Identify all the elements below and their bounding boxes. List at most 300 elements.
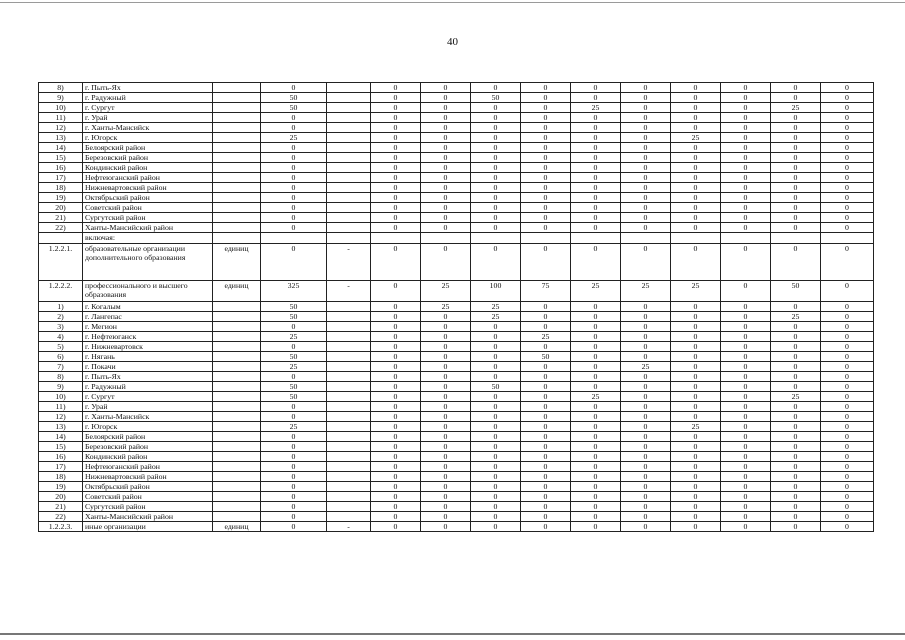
table-row xyxy=(39,522,874,532)
row-value: 0 xyxy=(571,432,621,442)
row-unit xyxy=(213,472,261,482)
row-unit xyxy=(213,362,261,372)
row-value: 0 xyxy=(571,332,621,342)
row-dash xyxy=(327,442,371,452)
row-code: 17) xyxy=(39,173,83,183)
row-value: 0 xyxy=(421,193,471,203)
row-value: 0 xyxy=(571,173,621,183)
row-value xyxy=(621,233,671,244)
row-total: 0 xyxy=(261,183,327,193)
row-value: 0 xyxy=(421,442,471,452)
row-value: 0 xyxy=(521,362,571,372)
row-name: иные организации xyxy=(83,522,213,532)
row-unit xyxy=(213,382,261,392)
row-dash xyxy=(327,372,371,382)
row-value: 0 xyxy=(471,203,521,213)
row-value: 0 xyxy=(571,482,621,492)
row-value: 0 xyxy=(521,133,571,143)
row-total: 50 xyxy=(261,93,327,103)
row-name: Нефтеюганский район xyxy=(83,173,213,183)
row-value: 0 xyxy=(771,322,821,332)
row-total: 25 xyxy=(261,133,327,143)
row-total: 0 xyxy=(261,123,327,133)
table-row xyxy=(39,312,874,322)
row-value: 0 xyxy=(621,223,671,233)
row-dash xyxy=(327,193,371,203)
row-value: 0 xyxy=(471,213,521,223)
row-value: 0 xyxy=(421,203,471,213)
row-value: 0 xyxy=(821,193,874,203)
row-value: 0 xyxy=(721,281,771,302)
table-row xyxy=(39,163,874,173)
row-value: 0 xyxy=(521,193,571,203)
row-unit xyxy=(213,402,261,412)
table-row xyxy=(39,472,874,482)
row-value: 0 xyxy=(471,352,521,362)
table-row xyxy=(39,422,874,432)
row-value: 0 xyxy=(671,302,721,312)
row-value: 0 xyxy=(371,244,421,281)
row-value: 0 xyxy=(471,163,521,173)
row-value: 0 xyxy=(771,482,821,492)
row-value xyxy=(721,233,771,244)
row-value: 0 xyxy=(521,462,571,472)
row-unit xyxy=(213,422,261,432)
table-row xyxy=(39,83,874,93)
row-value: 0 xyxy=(821,244,874,281)
row-value: 0 xyxy=(671,193,721,203)
row-value: 0 xyxy=(721,422,771,432)
row-value: 0 xyxy=(371,462,421,472)
row-dash xyxy=(327,133,371,143)
row-value: 0 xyxy=(371,412,421,422)
row-value: 0 xyxy=(471,502,521,512)
row-code: 11) xyxy=(39,402,83,412)
row-value: 25 xyxy=(471,302,521,312)
row-value: 25 xyxy=(621,362,671,372)
row-value: 0 xyxy=(371,183,421,193)
row-value: 0 xyxy=(471,432,521,442)
row-unit: единиц xyxy=(213,244,261,281)
row-value: 0 xyxy=(371,312,421,322)
row-value: 0 xyxy=(471,482,521,492)
row-value: 25 xyxy=(471,312,521,322)
row-value: 0 xyxy=(371,153,421,163)
row-value: 0 xyxy=(721,223,771,233)
row-value: 0 xyxy=(621,123,671,133)
row-name: г. Нефтеюганск xyxy=(83,332,213,342)
row-value: 0 xyxy=(571,312,621,322)
row-value: 0 xyxy=(571,83,621,93)
row-name: г. Лангепас xyxy=(83,312,213,322)
row-value: 0 xyxy=(821,302,874,312)
row-value: 0 xyxy=(721,362,771,372)
row-dash xyxy=(327,362,371,372)
row-value: 0 xyxy=(571,113,621,123)
row-value: 0 xyxy=(671,362,721,372)
row-value: 0 xyxy=(771,193,821,203)
row-value: 0 xyxy=(821,163,874,173)
row-dash xyxy=(327,173,371,183)
row-value: 0 xyxy=(771,512,821,522)
row-value: 0 xyxy=(521,482,571,492)
row-value: 0 xyxy=(771,223,821,233)
table-row xyxy=(39,153,874,163)
row-value: 0 xyxy=(821,472,874,482)
row-value: 0 xyxy=(771,203,821,213)
row-value: 0 xyxy=(671,502,721,512)
row-name: Ханты-Мансийский район xyxy=(83,512,213,522)
table-row xyxy=(39,103,874,113)
row-value: 0 xyxy=(371,302,421,312)
row-value: 0 xyxy=(371,113,421,123)
row-unit xyxy=(213,392,261,402)
row-value: 0 xyxy=(621,342,671,352)
row-value: 0 xyxy=(371,352,421,362)
row-name: Советский район xyxy=(83,203,213,213)
row-value: 0 xyxy=(521,83,571,93)
row-value: 0 xyxy=(421,93,471,103)
row-value: 0 xyxy=(471,362,521,372)
row-name: Сургутский район xyxy=(83,502,213,512)
row-dash xyxy=(327,352,371,362)
row-value: 0 xyxy=(821,93,874,103)
table-row xyxy=(39,502,874,512)
row-dash xyxy=(327,163,371,173)
row-name: Сургутский район xyxy=(83,213,213,223)
row-value: 0 xyxy=(671,322,721,332)
row-total: 0 xyxy=(261,472,327,482)
row-total: 0 xyxy=(261,482,327,492)
row-value: 0 xyxy=(671,382,721,392)
row-unit xyxy=(213,462,261,472)
row-value: 0 xyxy=(371,372,421,382)
row-code: 17) xyxy=(39,462,83,472)
row-name: г. Ханты-Мансийск xyxy=(83,123,213,133)
row-value: 50 xyxy=(771,281,821,302)
row-dash xyxy=(327,113,371,123)
row-value: 0 xyxy=(671,173,721,183)
row-value: 25 xyxy=(771,103,821,113)
row-total: 0 xyxy=(261,213,327,223)
row-code: 18) xyxy=(39,472,83,482)
row-code: 7) xyxy=(39,362,83,372)
row-value: 0 xyxy=(571,422,621,432)
row-total: 0 xyxy=(261,342,327,352)
row-value: 0 xyxy=(721,512,771,522)
row-value: 0 xyxy=(421,332,471,342)
row-name: г. Урай xyxy=(83,113,213,123)
bottom-rule xyxy=(0,633,905,635)
row-code: 20) xyxy=(39,492,83,502)
row-value: 0 xyxy=(521,93,571,103)
row-value: 0 xyxy=(821,83,874,93)
row-value: 0 xyxy=(371,422,421,432)
row-name: включая: xyxy=(83,233,213,244)
row-dash xyxy=(327,183,371,193)
row-value: 0 xyxy=(371,322,421,332)
row-value: 0 xyxy=(821,362,874,372)
row-value: 0 xyxy=(521,213,571,223)
row-value: 0 xyxy=(671,203,721,213)
row-unit xyxy=(213,93,261,103)
row-value: 0 xyxy=(621,244,671,281)
row-value: 0 xyxy=(671,492,721,502)
row-value: 0 xyxy=(721,502,771,512)
row-value: 0 xyxy=(671,103,721,113)
row-value: 0 xyxy=(521,312,571,322)
row-value: 0 xyxy=(721,402,771,412)
row-total: 0 xyxy=(261,492,327,502)
row-value: 0 xyxy=(571,372,621,382)
row-value: 0 xyxy=(471,372,521,382)
row-value: 0 xyxy=(571,153,621,163)
row-value: 0 xyxy=(671,482,721,492)
table-row xyxy=(39,412,874,422)
row-value: 0 xyxy=(471,193,521,203)
row-total: 50 xyxy=(261,302,327,312)
row-value: 75 xyxy=(521,281,571,302)
row-total: 0 xyxy=(261,412,327,422)
row-code: 14) xyxy=(39,143,83,153)
row-value: 0 xyxy=(671,153,721,163)
row-value xyxy=(571,233,621,244)
table-row xyxy=(39,281,874,302)
row-value: 0 xyxy=(471,123,521,133)
row-code: 11) xyxy=(39,113,83,123)
row-value: 0 xyxy=(471,103,521,113)
row-value: 0 xyxy=(571,163,621,173)
row-value: 0 xyxy=(721,123,771,133)
row-total: 0 xyxy=(261,193,327,203)
row-value: 0 xyxy=(571,244,621,281)
row-code: 20) xyxy=(39,203,83,213)
row-code: 15) xyxy=(39,442,83,452)
row-value: 0 xyxy=(621,103,671,113)
table-row xyxy=(39,462,874,472)
row-total: 50 xyxy=(261,312,327,322)
row-value: 0 xyxy=(371,522,421,532)
row-code: 9) xyxy=(39,382,83,392)
row-name: Октябрьский район xyxy=(83,482,213,492)
table-row xyxy=(39,402,874,412)
row-name: Белоярский район xyxy=(83,432,213,442)
row-value: 0 xyxy=(821,103,874,113)
row-dash xyxy=(327,472,371,482)
row-value: 0 xyxy=(571,322,621,332)
row-value: 25 xyxy=(771,392,821,402)
row-value: 0 xyxy=(821,133,874,143)
row-value: 0 xyxy=(671,452,721,462)
row-value: 0 xyxy=(521,432,571,442)
row-unit xyxy=(213,203,261,213)
row-unit xyxy=(213,183,261,193)
row-value: 0 xyxy=(521,422,571,432)
row-total: 0 xyxy=(261,432,327,442)
row-unit xyxy=(213,173,261,183)
row-value: 0 xyxy=(421,362,471,372)
row-value: 0 xyxy=(371,223,421,233)
table-row xyxy=(39,143,874,153)
row-value: 0 xyxy=(771,143,821,153)
row-value: 0 xyxy=(421,213,471,223)
row-name: Березовский район xyxy=(83,153,213,163)
row-dash xyxy=(327,332,371,342)
row-value xyxy=(471,233,521,244)
row-name: г. Радужный xyxy=(83,93,213,103)
row-dash xyxy=(327,233,371,244)
row-dash xyxy=(327,512,371,522)
row-value: 0 xyxy=(421,322,471,332)
row-value: 0 xyxy=(671,392,721,402)
row-unit xyxy=(213,223,261,233)
row-name: г. Пыть-Ях xyxy=(83,372,213,382)
table-row xyxy=(39,173,874,183)
row-value: 0 xyxy=(521,322,571,332)
row-value: 0 xyxy=(771,133,821,143)
row-value: 0 xyxy=(671,143,721,153)
row-value: 0 xyxy=(621,402,671,412)
row-value xyxy=(521,233,571,244)
row-value: 0 xyxy=(571,302,621,312)
row-value: 0 xyxy=(571,133,621,143)
row-value: 0 xyxy=(771,83,821,93)
row-value: 0 xyxy=(371,173,421,183)
row-value: 0 xyxy=(621,312,671,322)
row-value: 0 xyxy=(471,244,521,281)
row-code: 15) xyxy=(39,153,83,163)
table-row xyxy=(39,432,874,442)
row-name: г. Урай xyxy=(83,402,213,412)
row-unit: единиц xyxy=(213,281,261,302)
row-value: 0 xyxy=(621,173,671,183)
row-dash xyxy=(327,412,371,422)
row-code: 18) xyxy=(39,183,83,193)
row-value: 0 xyxy=(421,153,471,163)
row-value: 0 xyxy=(771,372,821,382)
row-value: 0 xyxy=(671,352,721,362)
row-value: 0 xyxy=(471,392,521,402)
row-unit xyxy=(213,113,261,123)
row-value: 0 xyxy=(421,133,471,143)
row-dash xyxy=(327,312,371,322)
row-value: 0 xyxy=(821,153,874,163)
row-value: 0 xyxy=(471,462,521,472)
row-value: 0 xyxy=(371,332,421,342)
row-value: 0 xyxy=(721,382,771,392)
row-total: 0 xyxy=(261,372,327,382)
row-value: 100 xyxy=(471,281,521,302)
row-name: г. Мегион xyxy=(83,322,213,332)
row-value: 0 xyxy=(471,113,521,123)
row-code: 8) xyxy=(39,83,83,93)
row-total: 0 xyxy=(261,522,327,532)
row-value: 0 xyxy=(521,203,571,213)
table-row xyxy=(39,223,874,233)
row-value: 0 xyxy=(621,452,671,462)
row-value: 0 xyxy=(721,392,771,402)
row-value: 0 xyxy=(571,492,621,502)
row-name: Нижневартовский район xyxy=(83,472,213,482)
row-code: 13) xyxy=(39,422,83,432)
top-rule xyxy=(0,2,905,3)
row-value: 0 xyxy=(721,442,771,452)
row-value: 0 xyxy=(721,452,771,462)
row-value: 0 xyxy=(821,402,874,412)
row-value: 0 xyxy=(721,412,771,422)
row-total: 0 xyxy=(261,203,327,213)
row-value: 0 xyxy=(371,392,421,402)
row-value: 0 xyxy=(521,452,571,462)
row-value: 0 xyxy=(621,482,671,492)
row-code: 1.2.2.1. xyxy=(39,244,83,281)
row-code: 13) xyxy=(39,133,83,143)
row-name: Березовский район xyxy=(83,442,213,452)
row-name: г. Нижневартовск xyxy=(83,342,213,352)
row-code: 12) xyxy=(39,123,83,133)
row-value: 0 xyxy=(821,522,874,532)
row-total: 0 xyxy=(261,462,327,472)
row-unit xyxy=(213,332,261,342)
row-value: 0 xyxy=(771,93,821,103)
row-unit xyxy=(213,123,261,133)
row-value: 0 xyxy=(371,362,421,372)
row-value: 0 xyxy=(371,103,421,113)
row-code: 1) xyxy=(39,302,83,312)
row-code: 8) xyxy=(39,372,83,382)
row-value: 25 xyxy=(671,422,721,432)
row-value: 0 xyxy=(421,372,471,382)
row-total: 0 xyxy=(261,502,327,512)
row-total: 50 xyxy=(261,103,327,113)
row-value: 0 xyxy=(521,183,571,193)
row-value: 0 xyxy=(671,412,721,422)
row-value: 0 xyxy=(621,522,671,532)
row-value: 0 xyxy=(371,93,421,103)
table-row xyxy=(39,322,874,332)
row-dash xyxy=(327,103,371,113)
row-code: 6) xyxy=(39,352,83,362)
row-dash xyxy=(327,223,371,233)
row-value: 0 xyxy=(721,213,771,223)
row-value: 0 xyxy=(371,83,421,93)
row-value: 0 xyxy=(621,183,671,193)
row-dash xyxy=(327,302,371,312)
table-row xyxy=(39,332,874,342)
row-total: 0 xyxy=(261,113,327,123)
row-dash: - xyxy=(327,522,371,532)
row-dash xyxy=(327,213,371,223)
row-value: 0 xyxy=(771,382,821,392)
table-row xyxy=(39,113,874,123)
row-dash xyxy=(327,402,371,412)
row-value: 0 xyxy=(471,332,521,342)
table-row xyxy=(39,203,874,213)
row-value: 0 xyxy=(421,382,471,392)
row-value: 0 xyxy=(671,183,721,193)
row-value: 0 xyxy=(721,153,771,163)
table-row xyxy=(39,233,874,244)
row-value: 25 xyxy=(571,281,621,302)
row-value: 0 xyxy=(721,203,771,213)
row-value: 25 xyxy=(571,103,621,113)
row-value: 0 xyxy=(621,352,671,362)
row-value: 0 xyxy=(621,113,671,123)
row-value: 0 xyxy=(771,442,821,452)
row-value: 0 xyxy=(521,103,571,113)
row-value: 50 xyxy=(521,352,571,362)
row-value: 0 xyxy=(421,352,471,362)
